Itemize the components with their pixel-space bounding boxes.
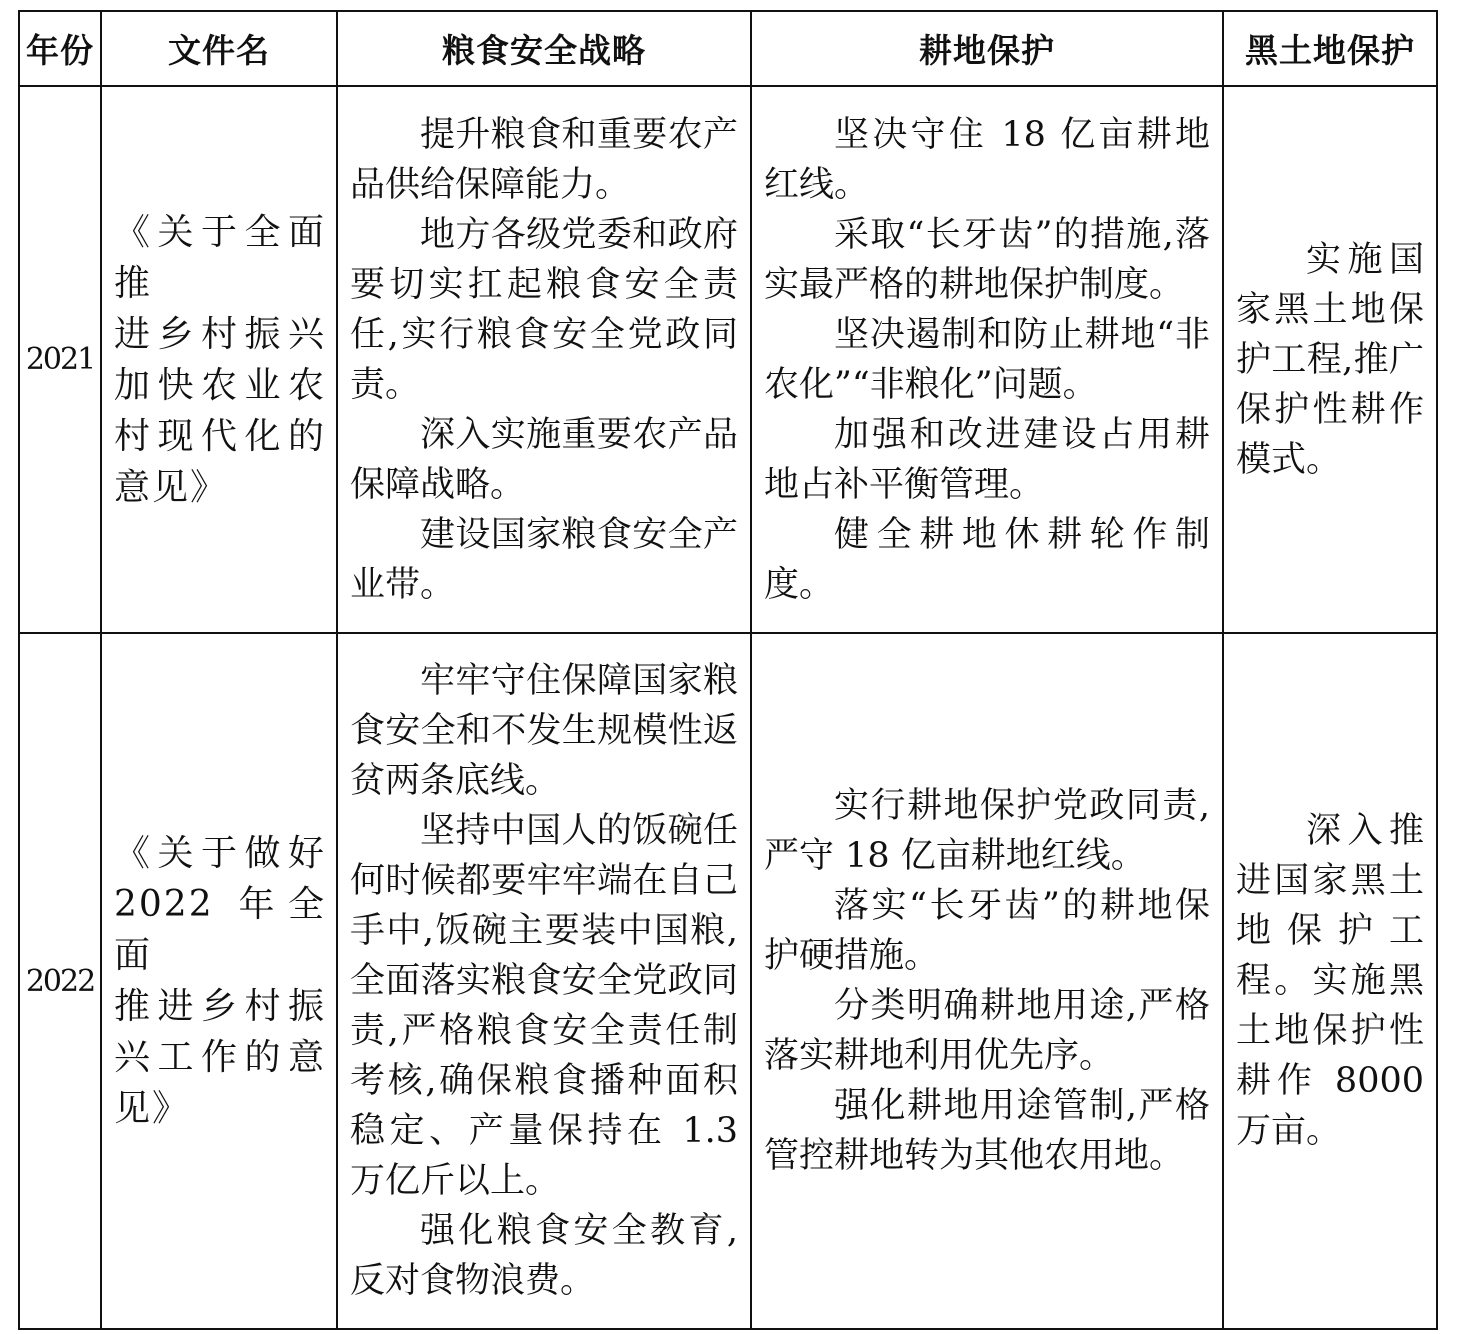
food-security-item: 强化粮食安全教育,反对食物浪费。 [350,1211,738,1301]
food-security-cell [337,86,751,633]
header-farmland-protection: 耕地保护 [751,11,1223,86]
food-security-item: 地方各级党委和政府要切实扛起粮食安全责任,实行粮食安全党政同责。 [350,214,738,405]
farmland-protection-cell [751,86,1223,633]
food-security-item: 坚持中国人的饭碗任何时候都要牢牢端在自己手中,饭碗主要装中国粮,全面落实粮食安全党政同责,严格粮食安全责任制考核,确保粮食播种面积稳定、产量保持在 1.3 万亿斤以上。 [350,811,738,1201]
document-line: 《关于做好 [114,833,326,874]
year-cell: 2021 [19,86,101,633]
header-black-soil-protection: 黑土地保护 [1223,11,1437,86]
document-line: 2022 年全面 [114,884,326,976]
header-document: 文件名 [101,11,337,86]
farmland-protection-item: 落实“长牙齿”的耕地保护硬措施。 [764,886,1210,976]
farmland-protection-item: 坚决遏制和防止耕地“非农化”“非粮化”问题。 [764,314,1210,405]
header-year: 年份 [19,11,101,86]
document-line: 见》 [114,1088,191,1129]
farmland-protection-item: 采取“长牙齿”的措施,落实最严格的耕地保护制度。 [764,214,1210,305]
document-line: 推进乡村振 [114,986,326,1027]
food-security-item: 牢牢守住保障国家粮食安全和不发生规模性返贫两条底线。 [350,661,738,801]
farmland-protection-item: 分类明确耕地用途,严格落实耕地利用优先序。 [764,986,1210,1076]
document-line: 兴工作的意 [114,1037,326,1078]
document-line: 村现代化的 [114,415,326,457]
farmland-protection-cell [751,633,1223,1329]
food-security-cell [337,633,751,1329]
farmland-protection-item: 坚决守住 18 亿亩耕地红线。 [764,114,1210,205]
document-line: 意见》 [114,466,229,508]
policy-table [18,10,1438,1330]
year-cell: 2022 [19,633,101,1329]
table-row [19,633,1437,1329]
food-security-item: 提升粮食和重要农产品供给保障能力。 [350,114,738,205]
document-line: 进乡村振兴 [114,313,326,355]
black-soil-protection-item: 实施国家黑土地保护工程,推广保护性耕作模式。 [1236,239,1424,480]
food-security-item: 深入实施重要农产品保障战略。 [350,414,738,505]
document-line: 《关于全面推 [114,211,326,304]
black-soil-protection-cell [1223,633,1437,1329]
header-food-security: 粮食安全战略 [337,11,751,86]
document-cell [101,86,337,633]
table-row [19,86,1437,633]
black-soil-protection-cell [1223,86,1437,633]
black-soil-protection-item: 深入推进国家黑土地保护工程。实施黑土地保护性耕作 8000 万亩。 [1236,811,1424,1151]
food-security-item: 建设国家粮食安全产业带。 [350,514,738,605]
farmland-protection-item: 强化耕地用途管制,严格管控耕地转为其他农用地。 [764,1086,1210,1176]
farmland-protection-item: 健全耕地休耕轮作制度。 [764,514,1210,605]
document-cell [101,633,337,1329]
document-line: 加快农业农 [114,364,326,406]
farmland-protection-item: 实行耕地保护党政同责,严守 18 亿亩耕地红线。 [764,786,1210,876]
farmland-protection-item: 加强和改进建设占用耕地占补平衡管理。 [764,414,1210,505]
header-row [19,11,1437,86]
